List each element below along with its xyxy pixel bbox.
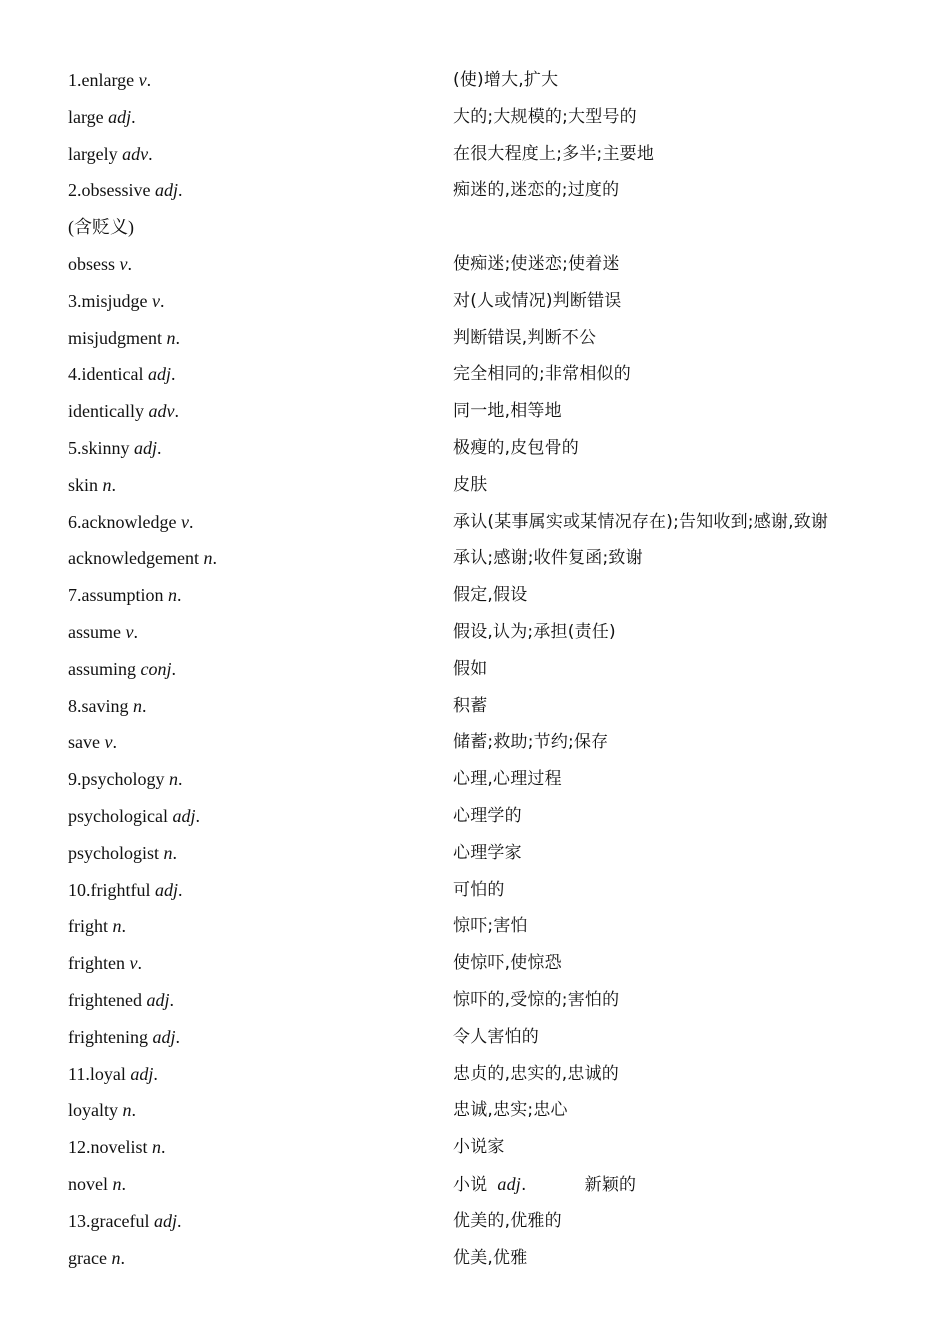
- vocab-term: largely adv.: [68, 143, 153, 164]
- vocab-row: [68, 651, 888, 688]
- vocab-word: 7.assumption: [68, 585, 164, 606]
- vocab-meaning: [453, 724, 608, 761]
- vocab-term: assuming conj.: [68, 658, 177, 679]
- vocab-word: frightening: [68, 1026, 148, 1047]
- vocab-meaning: [453, 320, 596, 357]
- vocab-meaning: [453, 430, 579, 467]
- vocab-term: acknowledgement n.: [68, 548, 217, 569]
- vocab-row: [68, 1129, 888, 1166]
- meaning-text: 优美,优雅: [453, 1247, 528, 1268]
- vocab-meaning: [453, 1203, 562, 1240]
- meaning-text: 承认;感谢;收件复函;致谢: [453, 548, 643, 569]
- meaning-text: 皮肤: [453, 474, 488, 495]
- vocab-term: skin n.: [68, 474, 117, 495]
- meaning-text: 心理学家: [453, 842, 522, 863]
- vocab-word: 10.frightful: [68, 879, 151, 900]
- vocab-row: [68, 136, 888, 173]
- vocab-row: [68, 1166, 888, 1203]
- part-of-speech: v: [119, 253, 128, 274]
- vocab-row: [68, 99, 888, 136]
- part-of-speech: v: [125, 621, 134, 642]
- vocab-term: psychological adj.: [68, 805, 200, 826]
- meaning-text: (使)增大,扩大: [453, 70, 559, 90]
- meaning-text: 惊吓;害怕: [453, 916, 528, 937]
- part-of-speech: adj: [172, 805, 196, 826]
- vocab-meaning: [453, 540, 643, 577]
- vocab-row: [68, 872, 888, 909]
- meaning-text: 令人害怕的: [453, 1026, 539, 1047]
- part-of-speech: n: [168, 585, 178, 606]
- vocab-row: [68, 1240, 888, 1277]
- vocab-term: 5.skinny adj.: [68, 437, 162, 458]
- vocab-meaning: [453, 1129, 505, 1166]
- vocab-word: 2.obsessive: [68, 180, 151, 201]
- part-of-speech: v: [138, 70, 147, 90]
- vocab-meaning: [453, 356, 631, 393]
- extra-part-of-speech: adj: [497, 1173, 522, 1194]
- part-of-speech: adj: [147, 364, 171, 385]
- vocab-term: loyalty n.: [68, 1100, 136, 1121]
- vocab-term: 4.identical adj.: [68, 364, 176, 385]
- meaning-text: 对(人或情况)判断错误: [453, 290, 622, 311]
- vocab-meaning: [453, 1056, 619, 1093]
- meaning-text: 心理,心理过程: [453, 769, 562, 790]
- vocab-term: 12.novelist n.: [68, 1137, 166, 1158]
- vocab-row: [68, 1019, 888, 1056]
- vocab-term: obsess v.: [68, 253, 133, 274]
- vocab-row: [68, 540, 888, 577]
- vocab-term: grace n.: [68, 1247, 125, 1268]
- vocab-meaning: [453, 908, 528, 945]
- vocab-row: [68, 504, 888, 541]
- vocab-row: [68, 982, 888, 1019]
- vocab-word: 8.saving: [68, 695, 129, 716]
- meaning-text: 假定,假设: [453, 585, 528, 606]
- meaning-text: 忠诚,忠实;忠心: [453, 1100, 568, 1121]
- vocab-word: psychological: [68, 805, 168, 826]
- vocab-word: 6.acknowledge: [68, 511, 177, 532]
- vocab-meaning: [453, 467, 487, 504]
- meaning-text: 优美的,优雅的: [453, 1210, 562, 1231]
- part-of-speech: n: [122, 1100, 132, 1121]
- meaning-text: 小说家: [453, 1137, 505, 1158]
- vocab-meaning: [453, 246, 620, 283]
- part-of-speech: adj: [155, 180, 179, 201]
- meaning-text: 假设,认为;承担(责任): [453, 621, 616, 642]
- vocab-row: [68, 172, 888, 209]
- vocabulary-list: [68, 62, 888, 1276]
- vocab-word: psychologist: [68, 842, 160, 863]
- vocab-term: 7.assumption n.: [68, 585, 182, 606]
- vocab-meaning: [453, 835, 522, 872]
- part-of-speech: n: [111, 1247, 121, 1268]
- vocab-meaning: [453, 945, 562, 982]
- meaning-text: 积蓄: [453, 695, 488, 716]
- meaning-text: 大的;大规模的;大型号的: [453, 106, 637, 127]
- vocab-term: 2.obsessive adj.: [68, 180, 183, 201]
- part-of-speech: n: [169, 769, 178, 790]
- part-of-speech: adj: [152, 1026, 176, 1047]
- vocab-row: [68, 62, 888, 99]
- vocab-row: [68, 945, 888, 982]
- vocab-word: frighten: [68, 953, 125, 974]
- part-of-speech: n: [163, 842, 173, 863]
- vocab-word: assuming: [68, 658, 137, 679]
- vocab-term: frightening adj.: [68, 1026, 180, 1047]
- part-of-speech: n: [112, 916, 122, 937]
- part-of-speech: adv: [122, 143, 149, 164]
- meaning-text: 假如: [453, 658, 488, 679]
- vocab-word: identically: [68, 401, 144, 422]
- vocab-meaning: [453, 1019, 539, 1056]
- vocab-row: [68, 614, 888, 651]
- vocab-term: fright n.: [68, 916, 126, 937]
- vocab-word: skin: [68, 474, 99, 495]
- part-of-speech: adv: [148, 401, 175, 422]
- vocab-word: novel: [68, 1173, 108, 1194]
- vocab-word: frightened: [68, 989, 142, 1010]
- meaning-text: 判断错误,判断不公: [453, 327, 597, 348]
- part-of-speech: conj: [140, 658, 172, 679]
- vocab-meaning: [453, 172, 619, 209]
- vocab-row: [68, 1203, 888, 1240]
- vocab-word: assume: [68, 621, 121, 642]
- vocab-row: [68, 835, 888, 872]
- meaning-text: 承认(某事属实或某情况存在);告知收到;感谢,致谢: [453, 511, 829, 532]
- meaning-text: 极瘦的,皮包骨的: [453, 437, 580, 458]
- vocab-term: large adj.: [68, 106, 136, 127]
- part-of-speech: adj: [146, 989, 170, 1010]
- part-of-speech: adj: [108, 106, 132, 127]
- meaning-text: 心理学的: [453, 805, 522, 826]
- vocab-word: (含贬义): [68, 217, 134, 238]
- vocab-word: loyalty: [68, 1100, 118, 1121]
- vocab-meaning: [453, 136, 654, 173]
- vocab-meaning: [453, 283, 621, 320]
- meaning-text: 在很大程度上;多半;主要地: [453, 143, 655, 164]
- vocab-term: 3.misjudge v.: [68, 290, 165, 311]
- vocab-meaning: [453, 872, 505, 909]
- meaning-text: 使痴迷;使迷恋;使着迷: [453, 253, 620, 274]
- vocab-term: save v.: [68, 732, 117, 753]
- vocab-row: [68, 209, 888, 246]
- vocab-word: largely: [68, 143, 118, 164]
- vocab-meaning: [453, 577, 527, 614]
- vocab-term: 10.frightful adj.: [68, 879, 183, 900]
- part-of-speech: v: [104, 732, 113, 753]
- vocab-row: [68, 1056, 888, 1093]
- vocab-term: [68, 209, 134, 246]
- part-of-speech: adj: [155, 879, 179, 900]
- part-of-speech: v: [129, 953, 138, 974]
- meaning-text: 可怕的: [453, 879, 505, 900]
- vocab-term: 1.enlarge v.: [68, 70, 152, 90]
- vocab-meaning: [453, 1240, 527, 1277]
- vocab-word: grace: [68, 1247, 107, 1268]
- vocab-word: misjudgment: [68, 327, 162, 348]
- extra-meaning-text: 新颖的: [584, 1174, 637, 1195]
- meaning-text: 同一地,相等地: [453, 401, 562, 422]
- part-of-speech: n: [203, 548, 213, 569]
- meaning-text: 完全相同的;非常相似的: [453, 364, 631, 385]
- vocab-row: [68, 393, 888, 430]
- vocab-term: 8.saving n.: [68, 695, 147, 716]
- vocab-row: [68, 798, 888, 835]
- meaning-text: 小说: [453, 1174, 488, 1195]
- vocab-word: obsess: [68, 253, 116, 274]
- vocab-meaning: [453, 504, 828, 541]
- vocab-row: [68, 688, 888, 725]
- vocab-row: [68, 283, 888, 320]
- vocab-term: identically adv.: [68, 401, 179, 422]
- vocab-row: [68, 320, 888, 357]
- vocab-row: [68, 1092, 888, 1129]
- part-of-speech: n: [152, 1137, 161, 1158]
- vocab-term: 11.loyal adj.: [68, 1063, 158, 1084]
- part-of-speech: v: [152, 290, 160, 311]
- vocab-word: 5.skinny: [68, 437, 130, 458]
- vocab-meaning: [453, 62, 558, 99]
- part-of-speech: adj: [134, 437, 158, 458]
- vocab-word: 12.novelist: [68, 1137, 148, 1158]
- part-of-speech: n: [166, 327, 176, 348]
- vocab-word: 3.misjudge: [68, 290, 148, 311]
- part-of-speech: adj: [153, 1210, 177, 1231]
- part-of-speech: adj: [130, 1063, 154, 1084]
- part-of-speech: n: [102, 474, 112, 495]
- part-of-speech: n: [133, 695, 142, 716]
- meaning-text: 使惊吓,使惊恐: [453, 953, 562, 974]
- vocab-term: 13.graceful adj.: [68, 1210, 182, 1231]
- vocab-word: 13.graceful: [68, 1210, 150, 1231]
- vocab-word: 11.loyal: [68, 1063, 126, 1084]
- vocab-row: [68, 356, 888, 393]
- vocab-word: 1.enlarge: [68, 70, 135, 90]
- vocab-word: large: [68, 106, 104, 127]
- vocab-word: 4.identical: [68, 364, 144, 385]
- meaning-text: 储蓄;救助;节约;保存: [453, 732, 609, 753]
- vocab-word: save: [68, 732, 100, 753]
- vocab-term: novel n.: [68, 1173, 126, 1194]
- vocab-term: frightened adj.: [68, 989, 174, 1010]
- vocab-row: [68, 430, 888, 467]
- vocab-term: misjudgment n.: [68, 327, 180, 348]
- vocab-meaning: [453, 1092, 568, 1129]
- part-of-speech: n: [112, 1173, 122, 1194]
- vocab-meaning: [453, 393, 562, 430]
- meaning-text: 痴迷的,迷恋的;过度的: [453, 180, 620, 201]
- vocab-term: 9.psychology n.: [68, 769, 183, 790]
- meaning-text: 惊吓的,受惊的;害怕的: [453, 989, 620, 1010]
- vocab-meaning: [453, 614, 616, 651]
- vocab-meaning: [453, 688, 487, 725]
- vocab-meaning: [453, 982, 619, 1019]
- vocab-meaning: [453, 651, 487, 688]
- vocab-row: [68, 908, 888, 945]
- vocab-term: 6.acknowledge v.: [68, 511, 194, 532]
- vocab-meaning: [453, 798, 522, 835]
- vocab-meaning: [453, 99, 637, 136]
- vocab-row: [68, 467, 888, 504]
- vocab-term: frighten v.: [68, 953, 142, 974]
- vocab-meaning: [453, 761, 562, 798]
- vocab-row: [68, 724, 888, 761]
- vocab-row: [68, 246, 888, 283]
- part-of-speech: v: [180, 511, 189, 532]
- meaning-text: 忠贞的,忠实的,忠诚的: [453, 1063, 620, 1084]
- vocab-row: [68, 761, 888, 798]
- vocab-meaning: 小说 adj. 新颖的: [453, 1173, 637, 1195]
- vocab-word: fright: [68, 916, 108, 937]
- vocab-word: 9.psychology: [68, 769, 165, 790]
- vocab-term: assume v.: [68, 621, 138, 642]
- vocab-row: [68, 577, 888, 614]
- vocab-term: psychologist n.: [68, 842, 178, 863]
- vocab-word: acknowledgement: [68, 548, 199, 569]
